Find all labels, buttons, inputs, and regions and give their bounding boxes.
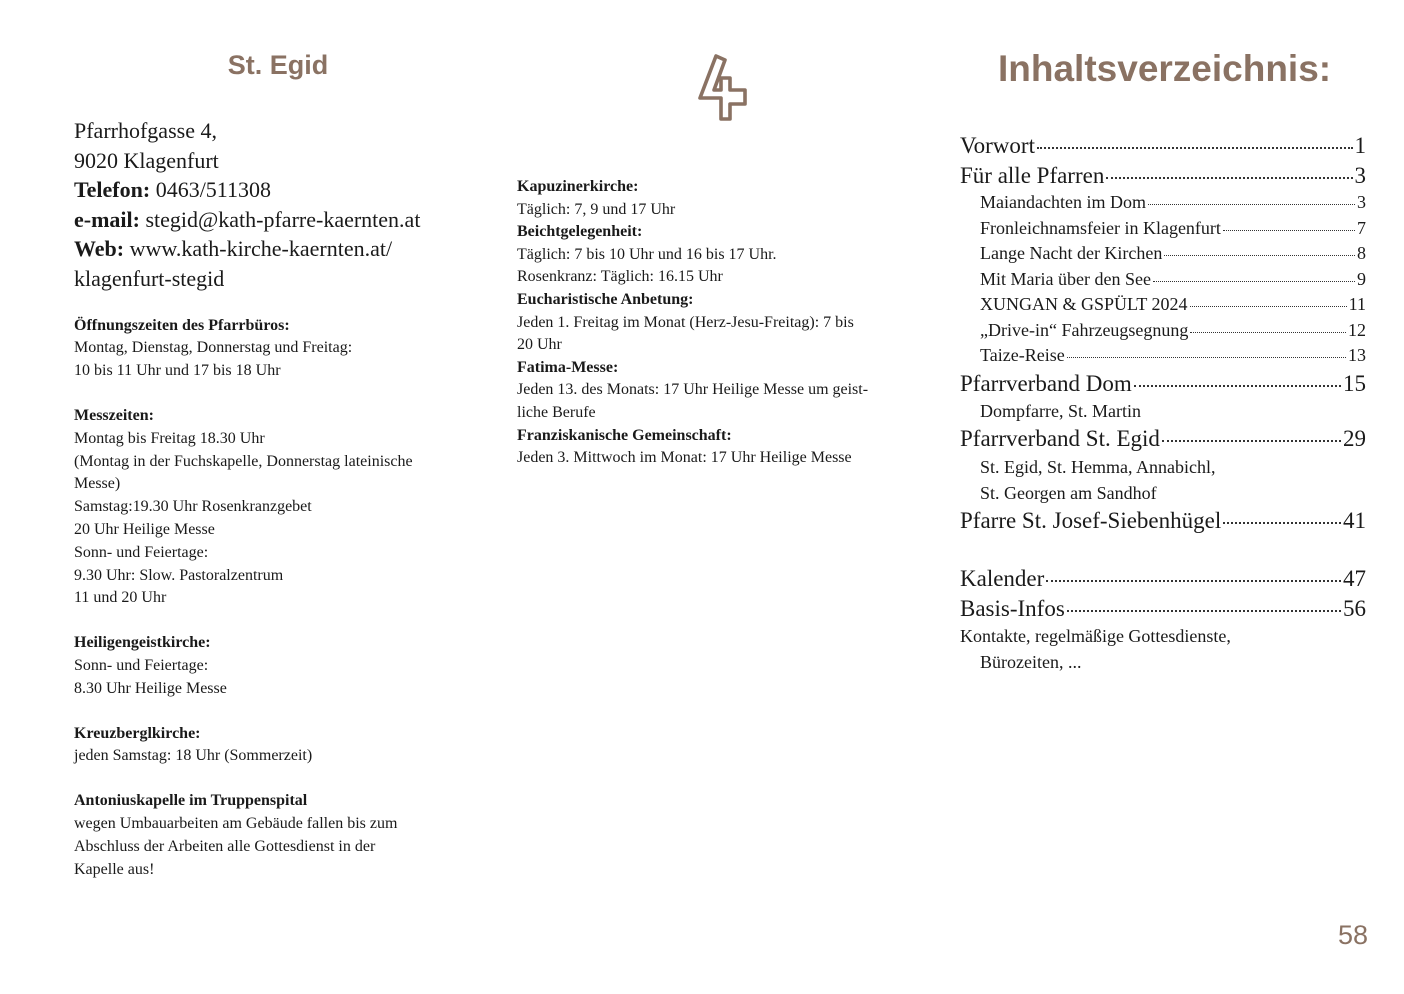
web-label: Web: xyxy=(74,236,125,262)
section-line: Montag, Dienstag, Donnerstag und Freitag: xyxy=(74,339,353,357)
contact-block xyxy=(74,116,494,294)
web-value: www.kath-kirche-kaernten.at/ xyxy=(124,236,393,262)
toc-leader xyxy=(1148,204,1355,205)
toc-subentry[interactable] xyxy=(960,292,1366,318)
parish-title: St. Egid xyxy=(227,50,329,80)
address-street: Pfarrhofgasse 4, xyxy=(74,118,217,143)
toc-leader xyxy=(1190,306,1347,307)
entry-line: Täglich: 7 bis 10 Uhr und 16 bis 17 Uhr. xyxy=(517,245,777,263)
toc-spacer xyxy=(960,535,1366,564)
toc-page: 3 xyxy=(1357,192,1366,212)
entry-line: 20 Uhr xyxy=(517,336,562,354)
toc-label: Pfarrverband St. Egid xyxy=(960,426,1160,451)
section-heading: Heiligengeistkirche: xyxy=(74,634,211,652)
section-line: jeden Samstag: 18 Uhr (Sommerzeit) xyxy=(74,747,313,765)
section-line: Kapelle aus! xyxy=(74,860,155,878)
toc-subentry[interactable] xyxy=(960,241,1366,267)
section-line: 20 Uhr Heilige Messe xyxy=(74,520,215,538)
toc-label: Pfarre St. Josef-Siebenhügel xyxy=(960,507,1222,533)
toc-list xyxy=(960,131,1366,675)
mass-times-section xyxy=(74,405,494,610)
toc-page: 12 xyxy=(1348,319,1366,340)
toc-note: St. Georgen am Sandhof xyxy=(980,482,1157,503)
toc-page: 47 xyxy=(1343,566,1366,591)
toc-label: Vorwort xyxy=(960,133,1035,158)
heiligengeistkirche-section xyxy=(74,632,494,700)
section-line: Samstag:19.30 Uhr Rosenkranzgebet xyxy=(74,498,312,516)
toc-entry[interactable] xyxy=(960,131,1366,161)
toc-label: Lange Nacht der Kirchen xyxy=(980,243,1163,263)
toc-note: St. Egid, St. Hemma, Annabichl, xyxy=(980,456,1216,477)
section-line: 10 bis 11 Uhr und 17 bis 18 Uhr xyxy=(74,362,281,380)
toc-entry[interactable] xyxy=(960,564,1366,594)
entry-line: Jeden 3. Mittwoch im Monat: 17 Uhr Heilige Messe xyxy=(517,449,852,467)
toc-entry[interactable] xyxy=(960,161,1366,191)
section-line: 8.30 Uhr Heilige Messe xyxy=(74,679,227,697)
antoniuskapelle-section xyxy=(74,790,494,881)
toc-label: Mit Maria über den See xyxy=(980,268,1151,289)
toc-label: XUNGAN & GSPÜLT 2024 xyxy=(980,294,1188,314)
toc-page: 11 xyxy=(1348,294,1366,314)
address-city: 9020 Klagenfurt xyxy=(74,147,219,173)
toc-subentry[interactable] xyxy=(960,216,1366,242)
entry-heading: Kapuzinerkirche: xyxy=(517,178,639,195)
section-line: Abschluss der Arbeiten alle Gottesdienst in der xyxy=(74,837,376,855)
left-column xyxy=(74,50,494,881)
toc-subentry[interactable] xyxy=(960,190,1366,216)
toc-leader xyxy=(1153,281,1355,282)
section-line: 9.30 Uhr: Slow. Pastoralzentrum xyxy=(74,566,284,584)
section-heading: Antoniuskapelle im Truppenspital xyxy=(74,792,308,810)
entry-heading: Fatima-Messe: xyxy=(517,358,619,376)
toc-subentry[interactable] xyxy=(960,318,1366,344)
toc-page: 56 xyxy=(1343,595,1366,621)
toc-page: 7 xyxy=(1357,217,1366,238)
email-value: stegid@kath-pfarre-kaernten.at xyxy=(139,206,421,232)
phone-line xyxy=(74,175,494,205)
toc-page: 15 xyxy=(1343,370,1366,396)
entry-line: Rosenkranz: Täglich: 16.15 Uhr xyxy=(517,268,723,286)
toc-page: 9 xyxy=(1357,268,1366,289)
section-line: Sonn- und Feiertage: xyxy=(74,656,209,674)
entry-heading: Beichtgelegenheit: xyxy=(517,223,643,241)
toc-label: Für alle Pfarren xyxy=(960,162,1105,188)
section-line: Montag bis Freitag 18.30 Uhr xyxy=(74,429,265,447)
toc-page: 8 xyxy=(1357,243,1366,263)
section-line: Messe) xyxy=(74,475,121,493)
section-heading: Messzeiten: xyxy=(74,406,154,424)
section-line: Sonn- und Feiertage: xyxy=(74,543,209,561)
toc-entry[interactable] xyxy=(960,424,1366,454)
section-heading: Kreuzberglkirche: xyxy=(74,724,201,742)
toc-entry[interactable] xyxy=(960,594,1366,624)
entry-heading: Eucharistische Anbetung: xyxy=(517,290,694,308)
toc-leader xyxy=(1067,610,1341,612)
toc-label: Taize-Reise xyxy=(980,345,1065,365)
toc-page: 3 xyxy=(1354,162,1366,188)
entry-line: Jeden 13. des Monats: 17 Uhr Heilige Messe um geist- xyxy=(517,381,869,399)
toc-note: Bürozeiten, ... xyxy=(980,652,1082,672)
phone-label: Telefon: xyxy=(74,177,151,203)
office-hours-section xyxy=(74,315,494,383)
section-line: (Montag in der Fuchskapelle, Donnerstag lateinische xyxy=(74,452,413,470)
section-heading: Öffnungszeiten des Pfarrbüros: xyxy=(74,316,290,334)
toc-page: 1 xyxy=(1354,133,1366,158)
toc-label: „Drive-in“ Fahrzeugsegnung xyxy=(980,319,1189,340)
page-number: 58 xyxy=(1337,920,1368,950)
web-value-continued: klagenfurt-stegid xyxy=(74,265,225,291)
toc-label: Maiandachten im Dom xyxy=(980,192,1146,212)
toc-label: Fronleichnamsfeier in Klagenfurt xyxy=(980,217,1221,238)
middle-column xyxy=(517,50,917,470)
email-line xyxy=(74,205,494,235)
toc-leader xyxy=(1223,230,1355,231)
entry-line: Täglich: 7, 9 und 17 Uhr xyxy=(517,200,676,218)
email-label: e-mail: xyxy=(74,206,140,232)
toc-note: Dompfarre, St. Martin xyxy=(980,401,1141,421)
toc-label: Pfarrverband Dom xyxy=(960,370,1132,396)
toc-label: Basis-Infos xyxy=(960,595,1065,621)
section-line: wegen Umbauarbeiten am Gebäude fallen bis zum xyxy=(74,814,398,832)
toc-entry[interactable] xyxy=(960,506,1366,536)
entry-heading: Franziskanische Gemeinschaft: xyxy=(517,426,732,444)
table-of-contents xyxy=(960,50,1366,675)
toc-label: Kalender xyxy=(960,566,1045,591)
entry-line: liche Berufe xyxy=(517,403,596,421)
toc-leader xyxy=(1106,177,1352,179)
toc-leader xyxy=(1067,357,1346,358)
toc-subentry[interactable] xyxy=(960,343,1366,369)
toc-entry[interactable] xyxy=(960,369,1366,399)
toc-leader xyxy=(1164,255,1355,256)
toc-leader xyxy=(1037,147,1353,149)
toc-leader xyxy=(1046,580,1341,582)
toc-page: 41 xyxy=(1343,507,1366,533)
toc-leader xyxy=(1162,440,1341,442)
entry-line: Jeden 1. Freitag im Monat (Herz-Jesu-Freitag): 7 bis xyxy=(517,313,854,331)
toc-note: Kontakte, regelmäßige Gottesdienste, xyxy=(960,626,1231,646)
toc-subentry[interactable] xyxy=(960,267,1366,293)
toc-page: 13 xyxy=(1348,345,1366,365)
toc-leader xyxy=(1190,332,1346,333)
section-line: 11 und 20 Uhr xyxy=(74,589,167,607)
services-list xyxy=(517,176,917,470)
toc-leader xyxy=(1223,522,1341,524)
kreuzberglkirche-section xyxy=(74,723,494,769)
web-line xyxy=(74,234,494,264)
toc-title: Inhaltsverzeichnis: xyxy=(998,48,1332,89)
toc-page: 29 xyxy=(1343,426,1366,451)
phone-value: 0463/511308 xyxy=(150,177,271,203)
toc-leader xyxy=(1134,385,1341,387)
